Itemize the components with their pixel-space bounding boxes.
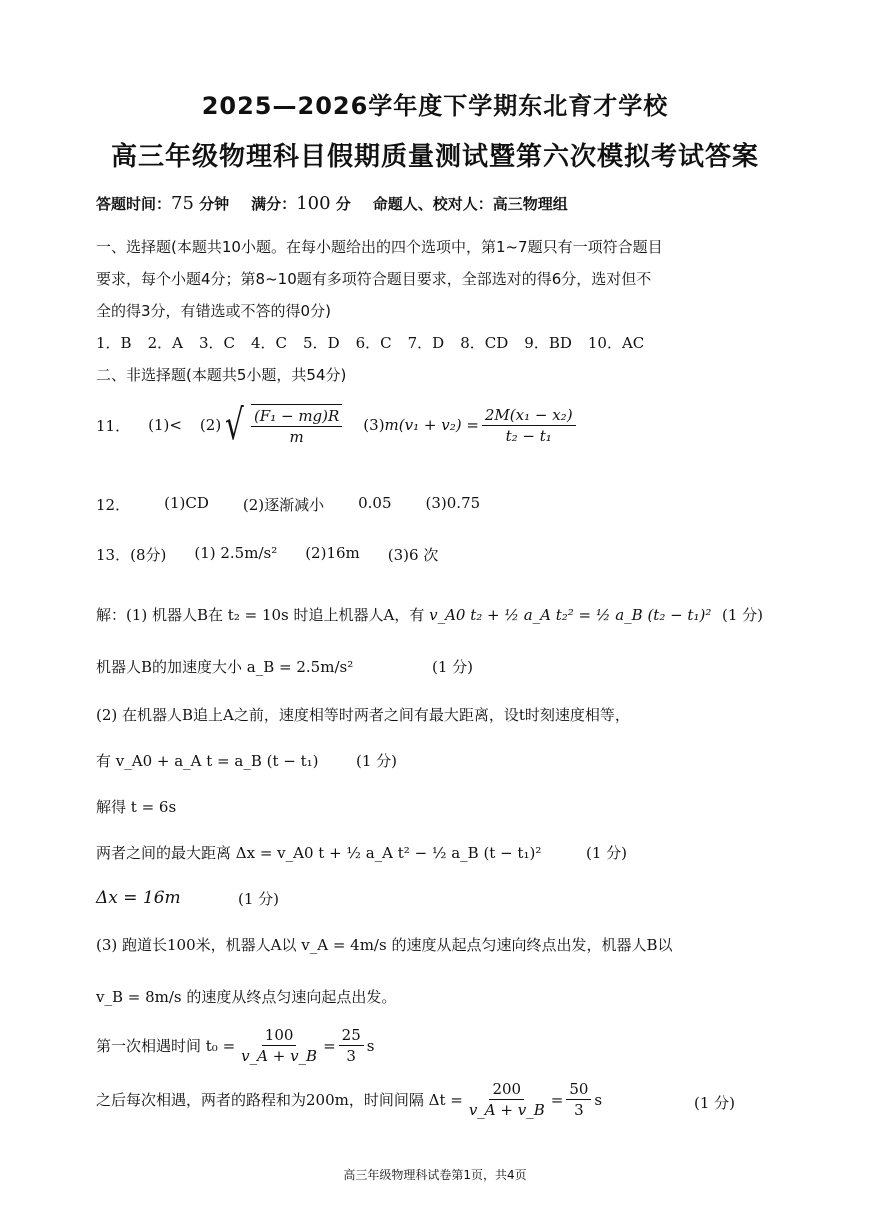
q11-part2: (2) √ $\frac{\text{(F₁ − mg)R}}{m}$: [200, 404, 345, 446]
q11-part3: (3) m(v₁ + v₂) = $\frac{\text{2M(x₁ − x₂)}}{\text{t₂ − t₁}}$: [363, 406, 578, 445]
sqrt-expression: √ $\frac{\text{(F₁ − mg)R}}{m}$: [221, 404, 345, 446]
q13-part3: (3)6 次: [387, 546, 439, 564]
title-line-2: 高三年级物理科目假期质量测试暨第六次模拟考试答案: [110, 142, 759, 172]
mc-answer: 9．BD: [524, 334, 572, 352]
q13-part2: (2)16m: [305, 544, 360, 562]
q13-step3: (2) 在机器人B追上A之前，速度相等时两者之间有最大距离，设t时刻速度相等，: [96, 706, 630, 724]
q13-step1-score: (1 分): [722, 606, 764, 624]
mc-answer: 2．A: [147, 334, 183, 352]
q13-step6: 两者之间的最大距离 Δx = v_A0 t + ½ a_A t² − ½ a_B (t − t₁)²: [96, 844, 542, 862]
title-line-1: 2025—2026学年度下学期东北育才学校: [201, 92, 669, 120]
q13-step2: 机器人B的加速度大小 a_B = 2.5m/s²: [96, 658, 354, 676]
q13-step5: 解得 t = 6s: [96, 798, 177, 816]
section1-line3: 全的得3分，有错选或不答的得0分): [96, 302, 331, 320]
q12-answer: [96, 494, 480, 515]
q11-answer: [96, 400, 579, 449]
mc-answer: 7．D: [407, 334, 445, 352]
q13-step11-score: (1 分): [694, 1094, 736, 1112]
q13-step2-score: (1 分): [432, 658, 474, 676]
q13-step10: 第一次相遇时间 t₀ = $\frac{100}{v\_A + v\_B}$ = $\frac{25}{3}$ s: [96, 1026, 375, 1065]
q13-step6-score: (1 分): [586, 844, 628, 862]
mc-answer: 1．B: [96, 334, 132, 352]
q12-part2-value: 0.05: [358, 494, 392, 512]
section1-line2: 要求，每个小题4分；第8~10题有多项符合题目要求，全部选对的得6分，选对但不: [96, 270, 652, 288]
q13-step4-score: (1 分): [356, 752, 398, 770]
q11-number: 11．: [96, 416, 131, 435]
mc-answer: 8．CD: [460, 334, 509, 352]
q13-number: 13．(8分): [96, 546, 167, 564]
mc-answer: 3．C: [198, 334, 235, 352]
mc-answers: [96, 332, 644, 353]
q11-part1: (1)<: [148, 416, 182, 434]
time-info: 答题时间：75 分钟: [96, 193, 230, 214]
exam-meta: [96, 193, 776, 214]
q12-part3: (3)0.75: [425, 494, 481, 512]
mc-answer: 4．C: [251, 334, 288, 352]
q13-answer: [96, 544, 438, 565]
section2-heading: 二、非选择题(本题共5小题，共54分): [96, 366, 347, 384]
mc-answer: 6．C: [355, 334, 392, 352]
score-info: 满分：100 分: [251, 193, 351, 214]
q13-step7-score: (1 分): [238, 890, 280, 908]
q13-step7: Δx = 16m: [96, 888, 181, 908]
q12-number: 12．: [96, 496, 131, 514]
q13-step11: 之后每次相遇，两者的路程和为200m，时间间隔 Δt = $\frac{200}{v\_A + v\_B}$ = $\frac{50}{3}$ s: [96, 1080, 603, 1119]
q13-step4: 有 v_A0 + a_A t = a_B (t − t₁): [96, 752, 319, 770]
page-footer: 高三年级物理科试卷第1页，共4页: [343, 1168, 527, 1182]
q13-step9: v_B = 8m/s 的速度从终点匀速向起点出发。: [96, 988, 397, 1006]
q12-part2: (2)逐渐减小: [242, 496, 325, 514]
q13-part1: (1) 2.5m/s²: [194, 544, 278, 562]
mc-answer: 10．AC: [587, 334, 645, 352]
q13-step1: 解：(1) 机器人B在 t₂ = 10s 时追上机器人A，有 v_A0 t₂ + ½ a_A t₂² = ½ a_B (t₂ − t₁)²: [96, 606, 712, 624]
q12-part1: (1)CD: [164, 494, 209, 512]
q13-step8: (3) 跑道长100米，机器人A以 v_A = 4m/s 的速度从起点匀速向终点出发，机器人B以: [96, 936, 673, 954]
mc-answer: 5．D: [303, 334, 340, 352]
authors: 命题人、校对人：高三物理组: [372, 195, 568, 213]
section1-line1: 一、选择题(本题共10小题。在每小题给出的四个选项中，第1~7题只有一项符合题目: [96, 238, 663, 256]
